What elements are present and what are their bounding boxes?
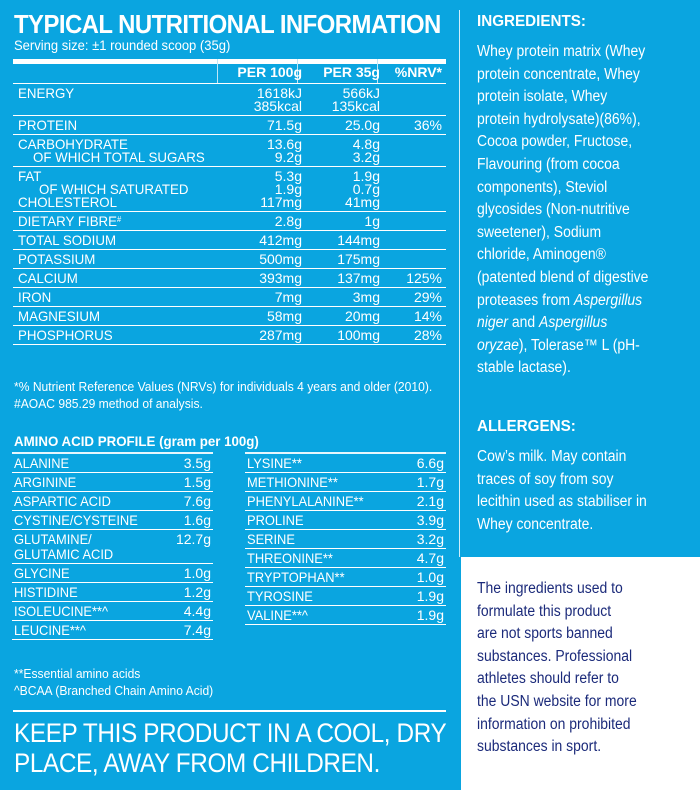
species-name: Aspergillus: [573, 291, 643, 309]
value-nrv: 29%: [413, 289, 442, 305]
amino-row: [12, 564, 213, 583]
nutrient-name: POTASSIUM: [18, 251, 96, 267]
value-per-100g: 412mg: [259, 232, 302, 248]
amino-name: PHENYLALANINE**: [247, 493, 364, 509]
nrv-note: *% Nutrient Reference Values (NRVs) for individuals 4 years and older (2010).: [14, 379, 433, 394]
column-separator: [217, 59, 218, 83]
amino-value: 1.6g: [183, 512, 211, 528]
value-per-35g: 135kcal: [331, 98, 380, 114]
amino-name: LYSINE**: [247, 455, 302, 471]
nutrition-row: [13, 84, 446, 116]
value-per-35g: 4.8g: [352, 136, 380, 152]
amino-value: 1.9g: [416, 588, 444, 604]
footer-rule: [13, 710, 446, 712]
ingredients-line: chloride, Aminogen®: [477, 246, 606, 264]
value-per-100g: 1.9g: [274, 181, 302, 197]
amino-row: [12, 621, 213, 640]
ingredients-line: protein hydrolysate)(86%),: [477, 110, 641, 128]
amino-row: [245, 587, 446, 606]
storage-warning-line: KEEP THIS PRODUCT IN A COOL, DRY: [14, 718, 447, 748]
nutrient-name: FAT: [18, 168, 42, 184]
ingredients-fragment: and: [508, 314, 540, 332]
value-per-100g: 5.3g: [274, 168, 302, 184]
notice-line: are not sports banned: [477, 625, 613, 643]
nutrient-label: [18, 310, 100, 323]
allergens-line: Cow’s milk. May contain: [477, 448, 627, 465]
value-per-35g: 100mg: [337, 327, 380, 343]
value-per-35g: 20mg: [344, 308, 380, 324]
footnote-marker: #: [117, 215, 122, 224]
nutrition-line: [13, 291, 446, 304]
amino-name: ASPARTIC ACID: [14, 493, 111, 509]
notice-line: substances. Professional: [477, 647, 633, 665]
value-per-100g: 1618kJ: [256, 85, 302, 101]
amino-name: TYROSINE: [247, 588, 313, 604]
amino-name: HISTIDINE: [14, 584, 78, 600]
amino-value: 1.0g: [416, 569, 444, 585]
sports-notice: [477, 578, 637, 759]
amino-name: SERINE: [247, 531, 295, 547]
nutrition-row: [13, 326, 446, 345]
nutrient-label: [18, 196, 117, 209]
value-nrv: 28%: [413, 327, 442, 343]
value-per-100g: 385kcal: [253, 98, 302, 114]
amino-name: CYSTINE/CYSTEINE: [14, 512, 138, 528]
species-name: Aspergillus: [539, 314, 608, 332]
value-per-35g: 3.2g: [352, 149, 380, 165]
amino-value: 7.6g: [183, 493, 211, 509]
nutrition-line: [13, 272, 446, 285]
ingredients-line: protein isolate, Whey: [477, 88, 608, 106]
nutrient-name: ENERGY: [18, 85, 75, 101]
ingredients-title: INGREDIENTS:: [477, 13, 586, 30]
nutrition-line: [13, 215, 446, 228]
nutrition-row: [13, 116, 446, 135]
value-per-100g: 117mg: [260, 194, 302, 210]
ingredients-text: [477, 41, 677, 380]
amino-value: 2.1g: [416, 493, 444, 509]
amino-value: 6.6g: [416, 455, 444, 471]
nutrient-name: OF WHICH SATURATED: [39, 181, 189, 197]
amino-value: 1.5g: [183, 474, 211, 490]
species-name: niger: [477, 314, 509, 332]
ingredients-line: Flavouring (from cocoa: [477, 155, 620, 173]
nutrition-row: [13, 167, 446, 212]
ingredients-line: [477, 312, 677, 335]
nutrition-line: [13, 100, 446, 113]
nutrient-name: MAGNESIUM: [18, 308, 101, 324]
storage-warning: [14, 718, 446, 778]
nutrient-label: [18, 119, 77, 132]
notice-line: formulate this product: [477, 602, 612, 620]
nutrition-row: [13, 250, 446, 269]
nutrient-name: OF WHICH TOTAL SUGARS: [33, 149, 205, 165]
amino-value: 3.9g: [416, 512, 444, 528]
nutrition-line: [13, 234, 446, 247]
amino-column-left: [12, 452, 213, 640]
nutrient-label: [18, 253, 95, 266]
amino-name: ALANINE: [14, 455, 70, 471]
nutrient-name: CALCIUM: [18, 270, 78, 286]
storage-warning-line: PLACE, AWAY FROM CHILDREN.: [14, 748, 381, 778]
amino-row: [12, 492, 213, 511]
nutrition-table: [13, 59, 446, 345]
essential-note: **Essential amino acids: [14, 666, 141, 681]
amino-name: GLYCINE: [14, 565, 70, 581]
nutrition-line: [13, 151, 446, 164]
amino-name-line2: GLUTAMIC ACID: [14, 546, 114, 562]
value-per-100g: 7mg: [274, 289, 302, 305]
amino-value: 3.5g: [183, 455, 211, 471]
amino-row: [12, 454, 213, 473]
amino-row: [12, 473, 213, 492]
nutrition-row: [13, 231, 446, 250]
amino-footnotes: [14, 665, 213, 699]
nutrient-name: IRON: [18, 289, 52, 305]
fibre-method-note: #AOAC 985.29 method of analysis.: [14, 396, 203, 411]
amino-row: [245, 549, 446, 568]
allergens-title: ALLERGENS:: [477, 418, 576, 435]
value-per-35g: 1g: [364, 213, 380, 229]
value-per-35g: 1.9g: [352, 168, 380, 184]
amino-name: TRYPTOPHAN**: [247, 569, 345, 585]
value-per-100g: 2.8g: [274, 213, 302, 229]
nutrient-name: TOTAL SODIUM: [18, 232, 117, 248]
allergens-line: lecithin used as stabiliser in: [477, 493, 647, 511]
header-per-35g: PER 35g: [323, 64, 380, 80]
nutrition-row: [13, 269, 446, 288]
nutrient-label: [33, 151, 205, 164]
panel-divider: [458, 0, 461, 790]
nutrition-line: [13, 119, 446, 132]
species-name: oryzae: [477, 336, 519, 354]
nutrition-title: TYPICAL NUTRITIONAL INFORMATION: [14, 9, 441, 39]
value-per-35g: 137mg: [337, 270, 380, 286]
header-nrv: %NRV*: [394, 64, 442, 80]
amino-row: [12, 602, 213, 621]
ingredients-fragment: ), Tolerase™ L (pH-: [518, 336, 640, 354]
notice-line: The ingredients used to: [477, 580, 623, 597]
nutrition-line: [13, 329, 446, 342]
nutrient-label: [18, 234, 116, 247]
amino-row: [245, 473, 446, 492]
value-per-100g: 500mg: [259, 251, 302, 267]
amino-row: [245, 492, 446, 511]
amino-row: [245, 606, 446, 625]
nutrition-notes: [14, 378, 432, 412]
amino-name: ARGININE: [14, 474, 77, 490]
amino-name: PROLINE: [247, 512, 304, 528]
amino-name: METHIONINE**: [247, 474, 338, 490]
nutrition-row: [13, 135, 446, 167]
amino-row: [245, 511, 446, 530]
value-per-35g: 0.7g: [352, 181, 380, 197]
notice-line: substances in sport.: [477, 738, 602, 756]
notice-line: athletes should refer to: [477, 670, 619, 688]
value-per-35g: 175mg: [337, 251, 380, 267]
value-nrv: 125%: [406, 270, 442, 286]
serving-size: Serving size: ±1 rounded scoop (35g): [14, 37, 231, 53]
nutrient-name: CHOLESTEROL: [18, 194, 118, 210]
amino-name: GLUTAMINE/: [14, 531, 92, 547]
value-per-100g: 58mg: [266, 308, 302, 324]
nutrition-line: [13, 87, 446, 100]
allergens-text: [477, 446, 647, 536]
allergens-line: Whey concentrate.: [477, 515, 594, 533]
ingredients-line: protein concentrate, Whey: [477, 65, 640, 83]
value-per-100g: 287mg: [259, 327, 302, 343]
amino-value: 4.7g: [416, 550, 444, 566]
value-nrv: 14%: [413, 308, 442, 324]
nutrient-name: DIETARY FIBRE: [18, 213, 118, 229]
value-nrv: 36%: [413, 117, 442, 133]
amino-value: 7.4g: [183, 622, 211, 638]
amino-row: [12, 583, 213, 602]
ingredients-line: (patented blend of digestive: [477, 268, 649, 286]
amino-value: 3.2g: [416, 531, 444, 547]
ingredients-line: Whey protein matrix (Whey: [477, 43, 646, 60]
value-per-35g: 25.0g: [344, 117, 380, 133]
ingredients-line: [477, 290, 677, 313]
amino-value: 4.4g: [183, 603, 211, 619]
ingredients-line: sweetener), Sodium: [477, 223, 602, 241]
nutrition-row: [13, 212, 446, 231]
nutrient-name: CARBOHYDRATE: [18, 136, 128, 152]
notice-line: information on prohibited: [477, 715, 631, 733]
amino-row: [245, 568, 446, 587]
amino-name: VALINE**^: [247, 607, 308, 623]
table-header: [13, 64, 446, 84]
ingredients-line: Cocoa powder, Fructose,: [477, 133, 633, 151]
amino-value: 1.7g: [416, 474, 444, 490]
ingredients-fragment: proteases from: [477, 291, 574, 309]
nutrient-label: [18, 329, 113, 342]
amino-row: [12, 511, 213, 530]
amino-value: 1.9g: [416, 607, 444, 623]
amino-value: 12.7g: [175, 531, 211, 547]
nutrient-label: [18, 87, 74, 100]
amino-value: 1.0g: [183, 565, 211, 581]
value-per-100g: 71.5g: [266, 117, 302, 133]
amino-name: LEUCINE**^: [14, 622, 86, 638]
value-per-100g: 9.2g: [274, 149, 302, 165]
nutrient-label: [18, 215, 121, 228]
header-per-100g: PER 100g: [237, 64, 302, 80]
amino-row: [245, 530, 446, 549]
amino-value: 1.2g: [183, 584, 211, 600]
value-per-35g: 566kJ: [342, 85, 380, 101]
nutrition-row: [13, 307, 446, 326]
value-per-35g: 3mg: [352, 289, 380, 305]
amino-row: [245, 454, 446, 473]
amino-name: THREONINE**: [247, 550, 333, 566]
value-per-35g: 144mg: [337, 232, 380, 248]
amino-row: [12, 530, 213, 564]
value-per-35g: 41mg: [344, 194, 380, 210]
nutrition-line: [13, 253, 446, 266]
nutrient-name: PROTEIN: [18, 117, 78, 133]
value-per-100g: 13.6g: [266, 136, 302, 152]
ingredients-line: [477, 335, 677, 358]
nutrition-line: [13, 310, 446, 323]
ingredients-line: components), Steviol: [477, 178, 608, 196]
allergens-line: traces of soy from soy: [477, 470, 614, 488]
nutrient-label: [18, 170, 41, 183]
amino-name: ISOLEUCINE**^: [14, 603, 109, 619]
nutrient-label: [18, 272, 78, 285]
table-body: [13, 84, 446, 345]
amino-column-right: [245, 452, 446, 625]
nutrition-line: [13, 196, 446, 209]
notice-line: the USN website for more: [477, 692, 637, 710]
nutrition-row: [13, 288, 446, 307]
value-per-100g: 393mg: [259, 270, 302, 286]
ingredients-line: stable lactase).: [477, 359, 571, 377]
bcaa-note: ^BCAA (Branched Chain Amino Acid): [14, 683, 214, 698]
nutrient-name: PHOSPHORUS: [18, 327, 113, 343]
ingredients-line: glycosides (Non-nutritive: [477, 201, 630, 219]
amino-profile-title: AMINO ACID PROFILE (gram per 100g): [14, 433, 259, 449]
nutrient-label: [18, 291, 51, 304]
